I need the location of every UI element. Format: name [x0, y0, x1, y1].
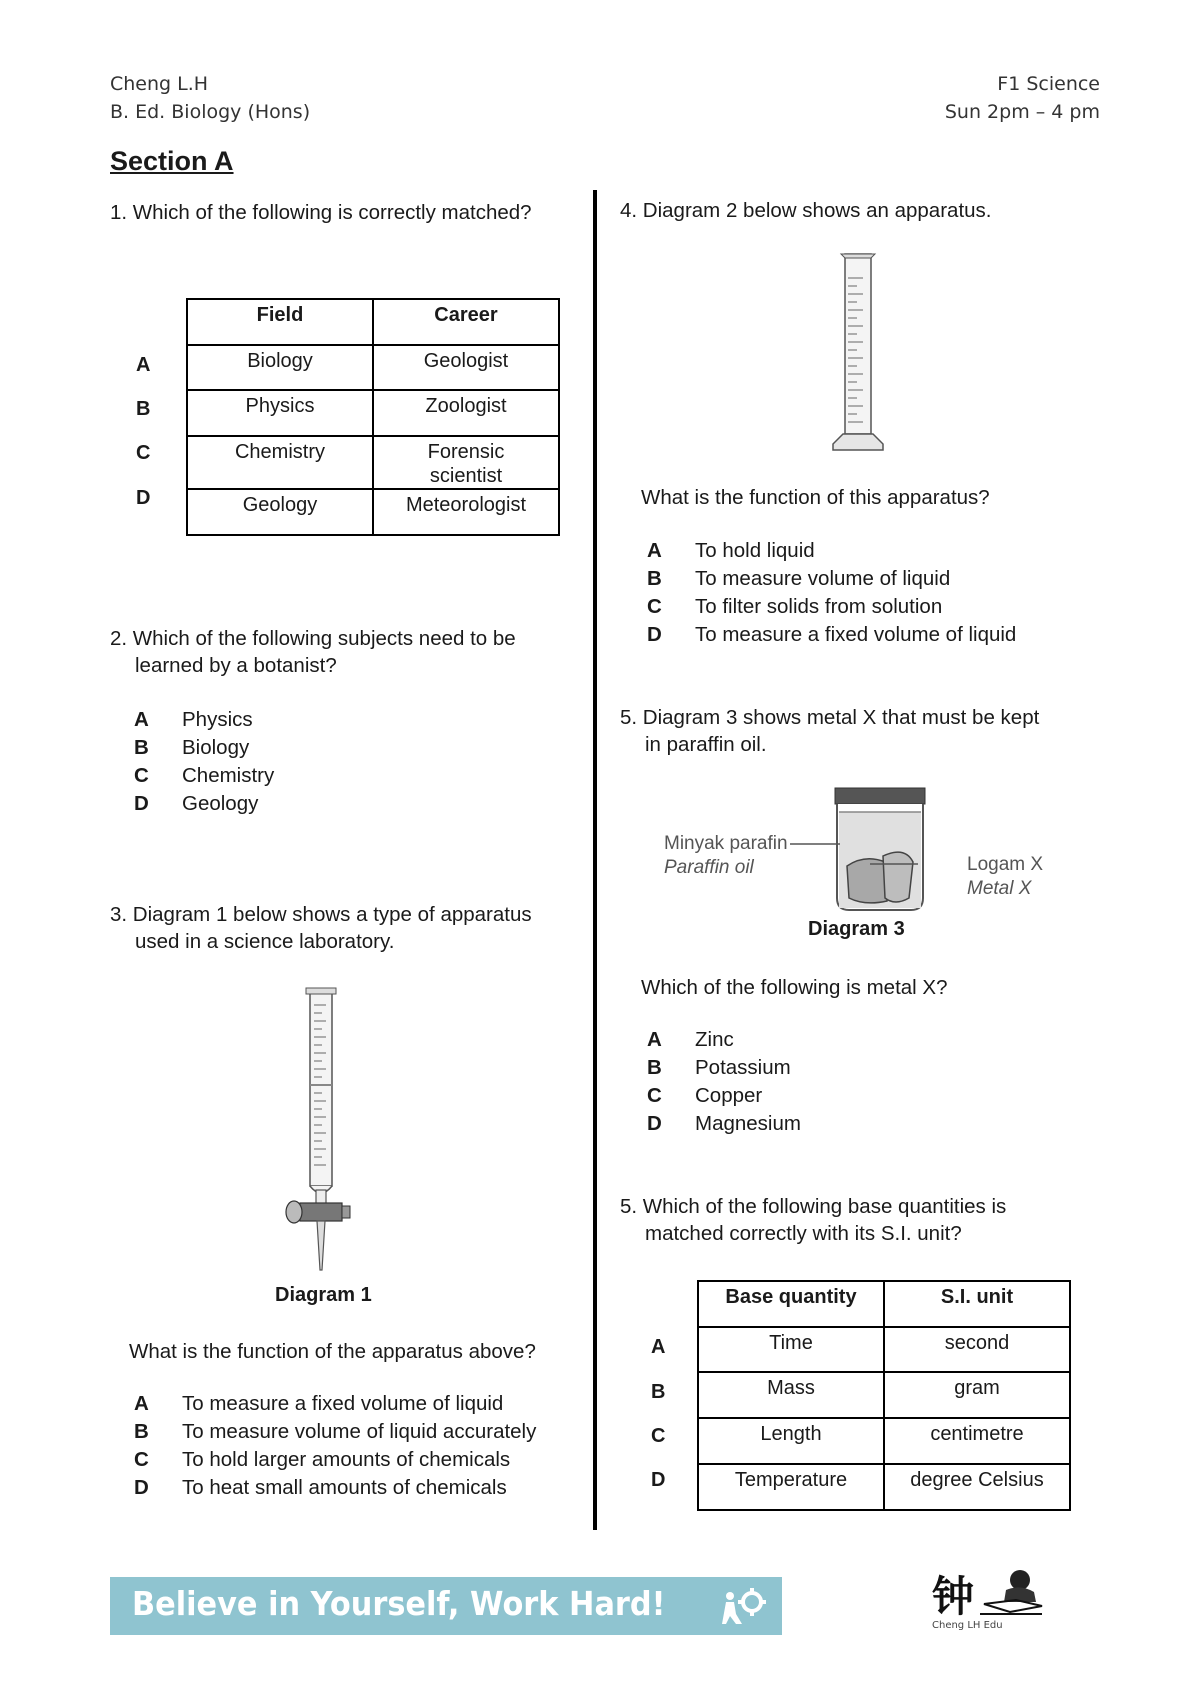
q1-cell-career: Zoologist: [373, 390, 559, 436]
option-letter: B: [134, 1420, 149, 1443]
banner-text: Believe in Yourself, Work Hard!: [132, 1584, 666, 1623]
q3-question: [110, 901, 532, 955]
option-letter: D: [647, 623, 662, 646]
q5a-option-b[interactable]: [647, 1054, 801, 1082]
option-letter: A: [647, 1028, 662, 1051]
q1-cell-field: Physics: [187, 390, 373, 436]
option-letter: D: [647, 1112, 662, 1135]
q3-options: [134, 1390, 536, 1502]
q5a-options: [647, 1026, 801, 1138]
logo-text: Cheng LH Edu: [932, 1620, 1003, 1631]
q3-option-b[interactable]: [134, 1418, 536, 1446]
q5b-row-letter-a: A: [651, 1336, 666, 1358]
brand-logo: [932, 1564, 1052, 1634]
q3-question-line2: used in a science laboratory.: [135, 930, 395, 953]
q5b-row-letter-d: D: [651, 1469, 666, 1491]
q5a-option-c[interactable]: [647, 1082, 801, 1110]
q5b-cell-quantity: Temperature: [698, 1464, 884, 1510]
q2-option-d[interactable]: [134, 790, 274, 818]
diagram1-caption: Diagram 1: [275, 1284, 372, 1306]
q1-cell-field: Chemistry: [187, 436, 373, 489]
header-time: Sun 2pm – 4 pm: [944, 101, 1100, 123]
option-text: Physics: [182, 708, 253, 731]
q1-cell-career: Meteorologist: [373, 489, 559, 535]
motivation-banner: [110, 1577, 782, 1635]
q1-header-career: Career: [373, 299, 559, 345]
q5b-cell-unit: degree Celsius: [884, 1464, 1070, 1510]
q4-prompt: What is the function of this apparatus?: [641, 486, 990, 509]
option-letter: C: [647, 595, 662, 618]
q5b-cell-unit: gram: [884, 1372, 1070, 1418]
q4-option-a[interactable]: [647, 537, 1016, 565]
option-text: To hold liquid: [695, 539, 815, 562]
header-subject: F1 Science: [997, 73, 1100, 95]
q5b-cell-unit: centimetre: [884, 1418, 1070, 1464]
q2-option-c[interactable]: [134, 762, 274, 790]
q2-question-line1: 2. Which of the following subjects need to be: [110, 627, 516, 650]
q5b-cell-quantity: Length: [698, 1418, 884, 1464]
q5a-option-d[interactable]: [647, 1110, 801, 1138]
q5b-header-quantity: Base quantity: [698, 1281, 884, 1327]
option-letter: B: [647, 567, 662, 590]
q1-table: [186, 298, 560, 536]
option-text: Chemistry: [182, 764, 275, 787]
diagram3-pointer-lines: [790, 838, 920, 878]
q5a-question-line1: 5. Diagram 3 shows metal X that must be kept: [620, 706, 1040, 729]
option-letter: A: [134, 708, 149, 731]
worker-gear-icon: [720, 1586, 768, 1626]
q3-prompt: What is the function of the apparatus above?: [129, 1340, 536, 1363]
option-text: Magnesium: [695, 1112, 801, 1135]
label-metal-ms: Logam X: [967, 854, 1044, 875]
header-qualification: B. Ed. Biology (Hons): [110, 101, 311, 123]
option-letter: B: [647, 1056, 662, 1079]
q5b-cell-unit: second: [884, 1327, 1070, 1372]
option-letter: A: [647, 539, 662, 562]
q1-row-letter-c: C: [136, 442, 151, 464]
q5a-prompt: Which of the following is metal X?: [641, 976, 948, 999]
q1-cell-field: Biology: [187, 345, 373, 390]
q5b-table: [697, 1280, 1071, 1511]
q1-question: 1. Which of the following is correctly matched?: [110, 201, 532, 224]
option-letter: D: [134, 1476, 149, 1499]
column-divider: [593, 190, 597, 1530]
q4-option-d[interactable]: [647, 621, 1016, 649]
option-text: To measure a fixed volume of liquid: [182, 1392, 504, 1415]
q1-row-letter-b: B: [136, 398, 151, 420]
q2-option-a[interactable]: [134, 706, 274, 734]
measuring-cylinder-diagram: [815, 248, 905, 458]
option-text: Copper: [695, 1084, 763, 1107]
option-text: Zinc: [695, 1028, 734, 1051]
option-letter: D: [134, 792, 149, 815]
option-letter: A: [134, 1392, 149, 1415]
q1-header-field: Field: [187, 299, 373, 345]
option-text: To heat small amounts of chemicals: [182, 1476, 507, 1499]
q5b-row-letter-b: B: [651, 1381, 666, 1403]
q5b-question: [620, 1193, 1006, 1247]
q5a-question: [620, 704, 1039, 758]
option-text: To measure volume of liquid: [695, 567, 951, 590]
option-letter: C: [134, 764, 149, 787]
q4-option-c[interactable]: [647, 593, 1016, 621]
q5a-question-line2: in paraffin oil.: [645, 733, 767, 756]
q5a-option-a[interactable]: [647, 1026, 801, 1054]
label-oil-ms: Minyak parafin: [664, 833, 788, 854]
q2-question: [110, 625, 516, 679]
q3-question-line1: 3. Diagram 1 below shows a type of apparatus: [110, 903, 532, 926]
option-letter: C: [647, 1084, 662, 1107]
option-letter: B: [134, 736, 149, 759]
label-oil-en: Paraffin oil: [664, 857, 754, 878]
option-text: To measure volume of liquid accurately: [182, 1420, 537, 1443]
q3-option-d[interactable]: [134, 1474, 536, 1502]
q4-options: [647, 537, 1016, 649]
reading-figure-icon: [976, 1566, 1046, 1618]
q5b-question-line1: 5. Which of the following base quantities is: [620, 1195, 1007, 1218]
option-text: Geology: [182, 792, 259, 815]
label-metal-en: Metal X: [967, 878, 1032, 899]
q2-question-line2: learned by a botanist?: [135, 654, 337, 677]
q5b-cell-quantity: Time: [698, 1327, 884, 1372]
option-text: Potassium: [695, 1056, 791, 1079]
option-text: To measure a fixed volume of liquid: [695, 623, 1017, 646]
q1-row-letter-d: D: [136, 487, 151, 509]
q5b-cell-quantity: Mass: [698, 1372, 884, 1418]
q1-cell-career: Geologist: [373, 345, 559, 390]
header-author: Cheng L.H: [110, 73, 209, 95]
option-text: Biology: [182, 736, 250, 759]
logo-character: 钟: [932, 1572, 975, 1621]
q5b-header-unit: S.I. unit: [884, 1281, 1070, 1327]
q5b-row-letter-c: C: [651, 1425, 666, 1447]
option-text: To hold larger amounts of chemicals: [182, 1448, 511, 1471]
q4-option-b[interactable]: [647, 565, 1016, 593]
q3-option-a[interactable]: [134, 1390, 536, 1418]
q4-question: 4. Diagram 2 below shows an apparatus.: [620, 199, 992, 222]
q1-cell-career: Forensic scientist: [373, 436, 559, 489]
q1-row-letter-a: A: [136, 354, 151, 376]
section-title: Section A: [110, 146, 234, 176]
burette-diagram: [270, 985, 380, 1280]
q1-cell-field: Geology: [187, 489, 373, 535]
diagram3-caption: Diagram 3: [808, 918, 905, 940]
q2-options: [134, 706, 274, 818]
option-text: To filter solids from solution: [695, 595, 943, 618]
q2-option-b[interactable]: [134, 734, 274, 762]
option-letter: C: [134, 1448, 149, 1471]
q5b-question-line2: matched correctly with its S.I. unit?: [645, 1222, 962, 1245]
q3-option-c[interactable]: [134, 1446, 536, 1474]
